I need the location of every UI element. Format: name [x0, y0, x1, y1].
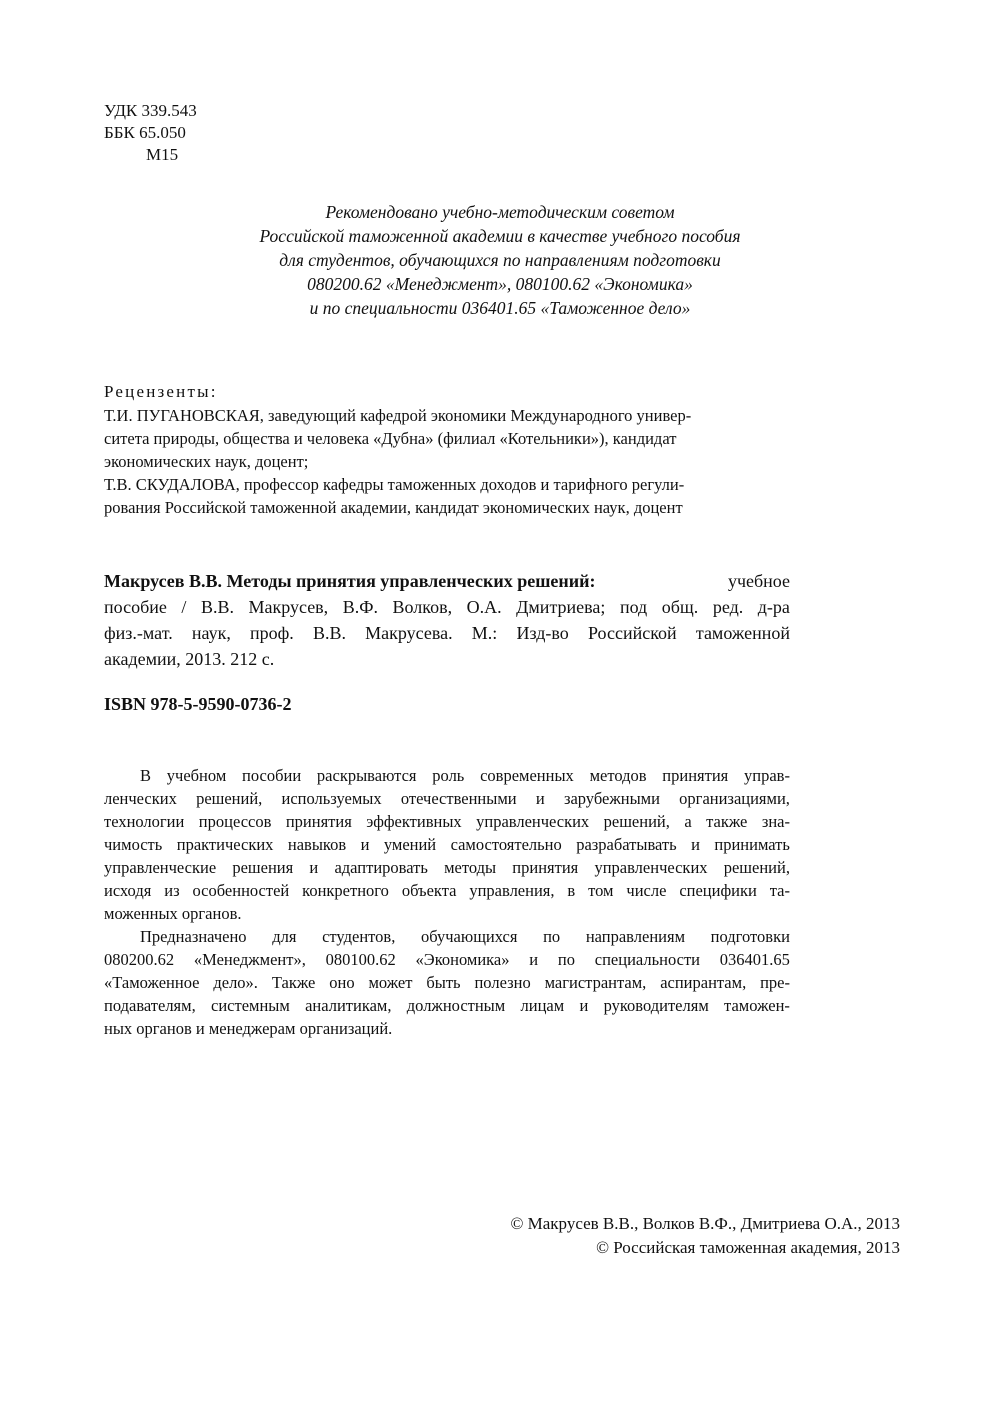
word: «Экономика»	[415, 950, 510, 969]
recommendation-line: Рекомендовано учебно-методическим советом	[325, 202, 675, 222]
word: а	[684, 812, 692, 831]
word: Дмитриева;	[516, 597, 606, 617]
word: самостоятельно	[450, 835, 562, 854]
word: магистрантам,	[544, 973, 647, 992]
word: В	[140, 766, 152, 785]
bbk-code: ББК 65.050	[104, 123, 186, 142]
word: проф.	[250, 623, 294, 643]
word: должностным	[406, 996, 506, 1015]
word: объекта	[401, 881, 457, 900]
word: таможен-	[724, 996, 790, 1015]
word: числе	[626, 881, 667, 900]
word: В.Ф.	[342, 597, 378, 617]
word: лицам	[520, 996, 565, 1015]
word: особенностей	[192, 881, 290, 900]
word: раскрываются	[316, 766, 417, 785]
bibliographic-record	[104, 568, 790, 672]
biblio-line	[104, 620, 790, 646]
word: подготовки	[710, 927, 790, 946]
word: процессов	[198, 812, 272, 831]
word: аналитикам,	[305, 996, 392, 1015]
recommendation-line: и по специальности 036401.65 «Таможенное дело»	[309, 298, 691, 318]
isbn: ISBN 978-5-9590-0736-2	[104, 694, 292, 714]
abstract-line	[104, 925, 790, 948]
word: для	[272, 927, 297, 946]
word: отечественными	[400, 789, 517, 808]
word: ленческих	[104, 789, 177, 808]
word: по	[543, 927, 561, 946]
word: может	[368, 973, 413, 992]
word: принимать	[714, 835, 790, 854]
word: исходя	[104, 881, 152, 900]
word: ред.	[712, 597, 744, 617]
word: принятия	[662, 766, 729, 785]
word: В.В.	[200, 597, 234, 617]
reviewer-line: Т.В. СКУДАЛОВА, профессор кафедры таможенных доходов и тарифного регули-	[104, 475, 685, 494]
word: д-ра	[757, 597, 790, 617]
abstract-line	[104, 787, 790, 810]
word: роль	[432, 766, 465, 785]
abstract-line	[104, 833, 790, 856]
copyright-line: © Макрусев В.В., Волков В.Ф., Дмитриева О.А., 2013	[510, 1214, 900, 1233]
abstract-line	[104, 971, 790, 994]
word: пособии	[242, 766, 302, 785]
word: системным	[211, 996, 290, 1015]
biblio-line	[104, 594, 790, 620]
reviewer-line: рования Российской таможенной академии, кандидат экономических наук, доцент	[104, 498, 683, 517]
word: Российской	[587, 623, 677, 643]
word: организациями,	[679, 789, 790, 808]
word: методы	[444, 858, 497, 877]
word: пре-	[760, 973, 790, 992]
biblio-line: академии, 2013. 212 с.	[104, 649, 275, 669]
word: технологии	[104, 812, 185, 831]
word: «Таможенное	[104, 973, 200, 992]
abstract-line	[104, 810, 790, 833]
abstract-line	[104, 994, 790, 1017]
word: подавателям,	[104, 996, 196, 1015]
word: навыков	[287, 835, 347, 854]
word: полезно	[474, 973, 531, 992]
word: Макрусева.	[365, 623, 453, 643]
word: и	[535, 789, 545, 808]
word: студентов,	[322, 927, 396, 946]
word: решений,	[603, 812, 670, 831]
udk-code: УДК 339.543	[104, 101, 197, 120]
word: под	[619, 597, 648, 617]
biblio-line	[104, 568, 790, 594]
abstract-line	[104, 764, 790, 787]
abstract-line	[104, 879, 790, 902]
word: быть	[426, 973, 461, 992]
word: руководителям	[603, 996, 709, 1015]
abstract-line	[104, 856, 790, 879]
word: и	[529, 950, 539, 969]
word: и	[309, 858, 319, 877]
reviewers-list	[104, 404, 794, 519]
word: и	[360, 835, 370, 854]
word: Также	[271, 973, 316, 992]
reviewers-heading: Рецензенты:	[104, 382, 218, 401]
word: учебном	[166, 766, 227, 785]
word: методов	[589, 766, 647, 785]
word: 080200.62	[104, 950, 175, 969]
word: оно	[329, 973, 355, 992]
word: Предназначено	[140, 927, 247, 946]
word: специальности	[594, 950, 701, 969]
word: также	[706, 812, 748, 831]
author-mark: М15	[146, 145, 179, 164]
word: управленческих	[594, 858, 708, 877]
abstract	[104, 764, 790, 1040]
word: эффективных	[366, 812, 462, 831]
word: В.В.	[312, 623, 346, 643]
reviewer-line: Т.И. ПУГАНОВСКАЯ, заведующий кафедрой экономики Международного универ-	[104, 406, 692, 425]
word: 080100.62	[325, 950, 396, 969]
word: управленческие	[104, 858, 217, 877]
word: из	[164, 881, 180, 900]
recommendation-line: для студентов, обучающихся по направлениям подготовки	[279, 250, 721, 270]
word: и	[579, 996, 589, 1015]
word: направлениям	[585, 927, 686, 946]
biblio-author-title: Макрусев В.В. Методы принятия управленческих решений:	[104, 571, 596, 591]
recommendation-line: 080200.62 «Менеджмент», 080100.62 «Экономика»	[307, 274, 693, 294]
word: адаптировать	[334, 858, 428, 877]
word: и	[691, 835, 700, 854]
abstract-line	[104, 948, 790, 971]
word: управ-	[744, 766, 790, 785]
word: Волков,	[392, 597, 453, 617]
word: аспирантам,	[660, 973, 747, 992]
word: умений	[383, 835, 437, 854]
word: решений,	[196, 789, 263, 808]
word: обучающихся	[420, 927, 518, 946]
word: зарубежными	[563, 789, 660, 808]
word: таможенной	[695, 623, 790, 643]
word: та-	[769, 881, 790, 900]
word: чимость	[104, 835, 163, 854]
reviewer-line: экономических наук, доцент;	[104, 452, 309, 471]
recommendation-line: Российской таможенной академии в качестве учебного пособия	[259, 226, 741, 246]
copyright-line: © Российская таможенная академия, 2013	[596, 1238, 900, 1257]
word: дело».	[213, 973, 258, 992]
word: учебное	[727, 571, 790, 591]
word: по	[557, 950, 575, 969]
word: управления,	[469, 881, 555, 900]
word: специфики	[679, 881, 757, 900]
word: общ.	[661, 597, 699, 617]
word: «Менеджмент»,	[193, 950, 306, 969]
word: решений,	[723, 858, 790, 877]
word: пособие	[104, 597, 167, 617]
word: 036401.65	[719, 950, 790, 969]
word: /	[181, 597, 187, 617]
reviewer-line: ситета природы, общества и человека «Дубна» (филиал «Котельники»), кандидат	[104, 429, 677, 448]
word: практических	[176, 835, 274, 854]
word: используемых	[281, 789, 382, 808]
word: М.:	[471, 623, 498, 643]
word: О.А.	[466, 597, 502, 617]
word: Макрусев,	[248, 597, 329, 617]
word: Изд-во	[516, 623, 569, 643]
abstract-line: моженных органов.	[104, 904, 242, 923]
word: в	[567, 881, 576, 900]
word: принятия	[285, 812, 352, 831]
word: принятия	[512, 858, 579, 877]
copyright-notice	[510, 1212, 900, 1260]
word: управленческих	[476, 812, 590, 831]
word: решения	[232, 858, 294, 877]
word: зна-	[761, 812, 790, 831]
word: современных	[480, 766, 574, 785]
abstract-line: ных органов и менеджерам организаций.	[104, 1019, 393, 1038]
word: разрабатывать	[576, 835, 677, 854]
word: том	[588, 881, 614, 900]
word: наук,	[191, 623, 231, 643]
recommendation-note	[150, 200, 850, 320]
word: физ.-мат.	[104, 623, 173, 643]
word: конкретного	[302, 881, 389, 900]
classification-codes	[104, 100, 197, 166]
